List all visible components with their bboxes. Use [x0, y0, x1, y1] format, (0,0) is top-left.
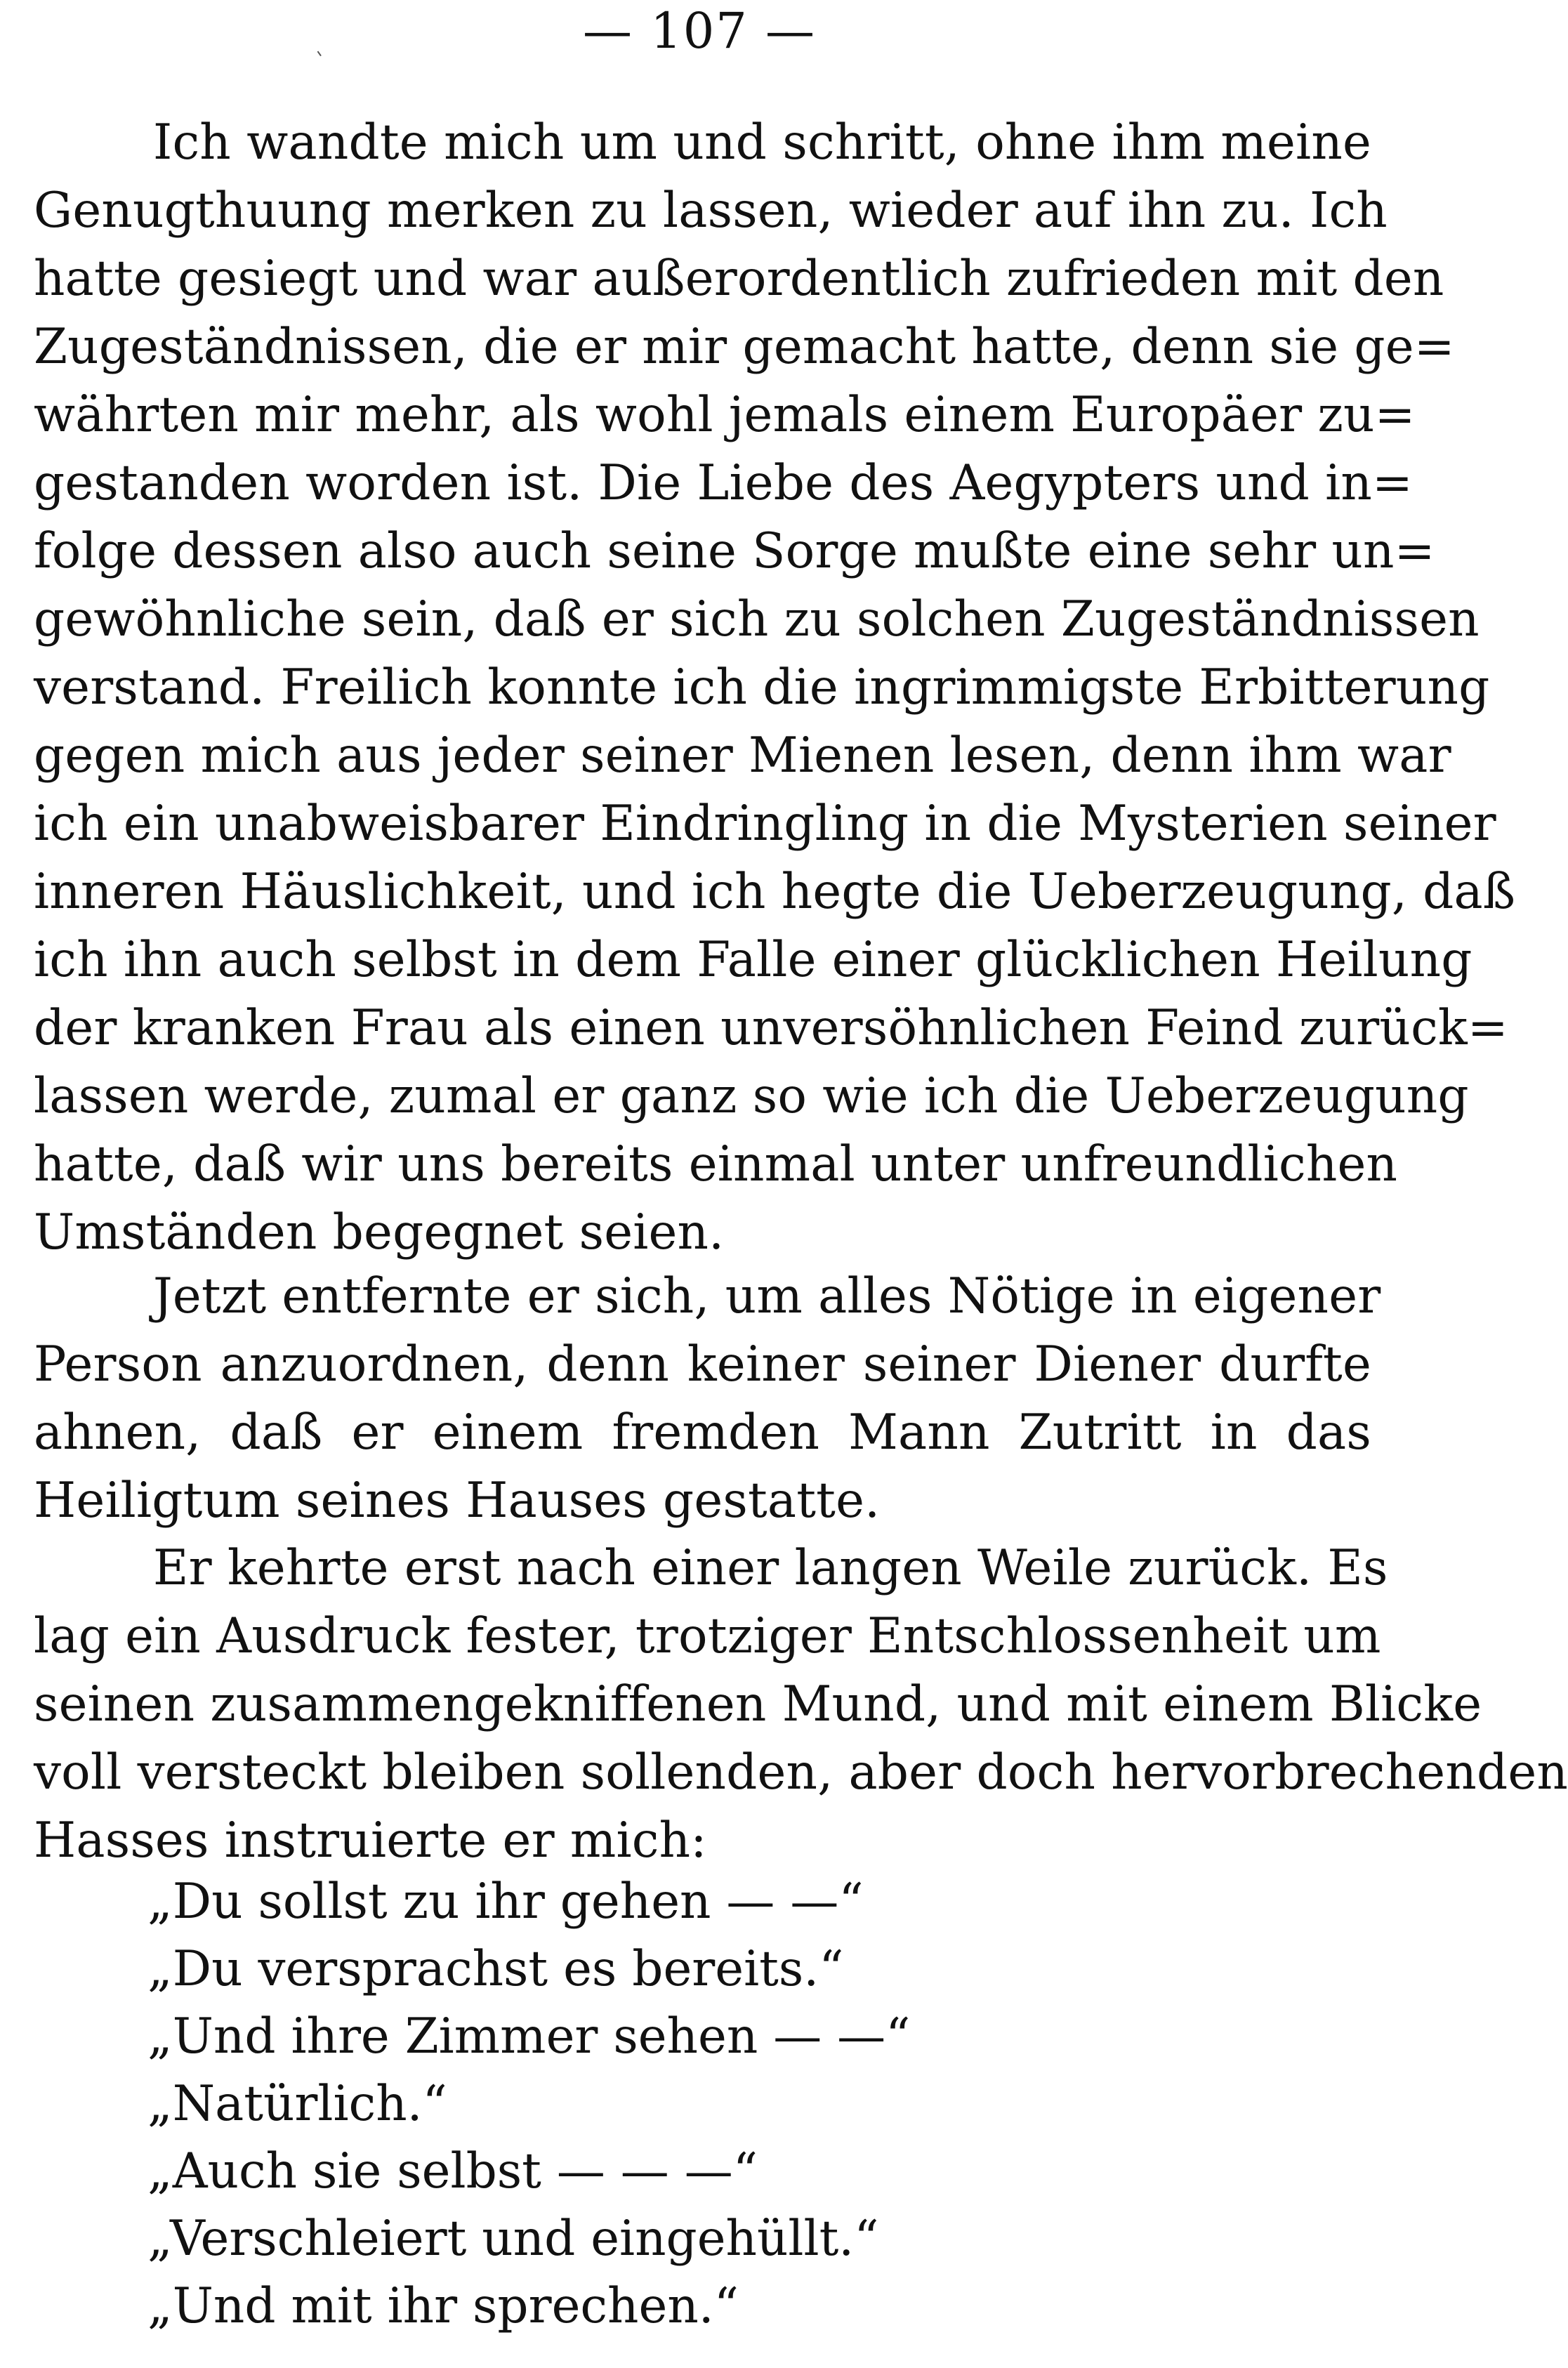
dialog-line: „Du versprachst es bereits.“ [147, 1941, 844, 1997]
dialog-line: „Und mit ihr sprechen.“ [147, 2278, 739, 2334]
text-line: Heiligtum seines Hauses gestatte. [34, 1473, 881, 1529]
paragraph-1 [34, 109, 1516, 1267]
text-line: voll versteckt bleiben sollenden, aber doch hervorbrechenden [34, 1744, 1568, 1801]
text-line: hatte, daß wir uns bereits einmal unter unfreundlichen [34, 1136, 1398, 1192]
text-line: der kranken Frau als einen unversöhnlichen Feind zurück= [34, 1000, 1508, 1056]
text-line: ich ein unabweisbarer Eindringling in die Mysterien seiner [34, 796, 1496, 852]
text-line: gegen mich aus jeder seiner Mienen lesen, denn ihm war [34, 728, 1451, 784]
dialog-line: „Verschleiert und eingehüllt.“ [147, 2211, 879, 2267]
text-line: ahnen, daß er einem fremden Mann Zutritt in das [34, 1405, 1371, 1461]
paragraph-3 [34, 1534, 1568, 1875]
page-number: — 107 — [582, 2, 817, 60]
text-line: Person anzuordnen, denn keiner seiner Diener durfte [34, 1336, 1371, 1393]
text-line: verstand. Freilich konnte ich die ingrimmigste Erbitterung [34, 659, 1490, 716]
dialog-block [147, 1868, 1341, 2340]
dialog-line: „Und ihre Zimmer sehen — —“ [147, 2008, 911, 2065]
text-line: lassen werde, zumal er ganz so wie ich die Ueberzeugung [34, 1068, 1469, 1124]
text-line: ich ihn auch selbst in dem Falle einer glücklichen Heilung [34, 932, 1473, 988]
text-line: Jetzt entfernte er sich, um alles Nötige in eigener [153, 1268, 1381, 1324]
text-line: Zugeständnissen, die er mir gemacht hatte, denn sie ge= [34, 319, 1455, 375]
dialog-line: „Auch sie selbst — — —“ [147, 2143, 758, 2199]
text-line: seinen zusammengekniffenen Mund, und mit einem Blicke [34, 1676, 1482, 1732]
text-line: hatte gesiegt und war außerordentlich zufrieden mit den [34, 251, 1444, 307]
text-line: inneren Häuslichkeit, und ich hegte die Ueberzeugung, daß [34, 864, 1516, 920]
text-line: Umständen begegnet seien. [34, 1204, 725, 1261]
text-line: Ich wandte mich um und schritt, ohne ihm meine [153, 114, 1371, 171]
text-line: gestanden worden ist. Die Liebe des Aegypters und in= [34, 455, 1414, 511]
text-line: Hasses instruierte er mich: [34, 1813, 707, 1869]
text-line: Er kehrte erst nach einer langen Weile zurück. Es [153, 1540, 1388, 1596]
text-line: währten mir mehr, als wohl jemals einem Europäer zu= [34, 387, 1416, 443]
text-line: gewöhnliche sein, daß er sich zu solchen Zugeständnissen [34, 591, 1480, 647]
text-line: Genugthuung merken zu lassen, wieder auf ihn zu. Ich [34, 183, 1388, 239]
dialog-line: „Natürlich.“ [147, 2076, 447, 2132]
text-line: lag ein Ausdruck fester, trotziger Entschlossenheit um [34, 1608, 1381, 1664]
paragraph-2 [34, 1263, 1381, 1535]
text-line: folge dessen also auch seine Sorge mußte eine sehr un= [34, 523, 1435, 579]
dialog-line: „Du sollst zu ihr gehen — —“ [147, 1874, 864, 1930]
